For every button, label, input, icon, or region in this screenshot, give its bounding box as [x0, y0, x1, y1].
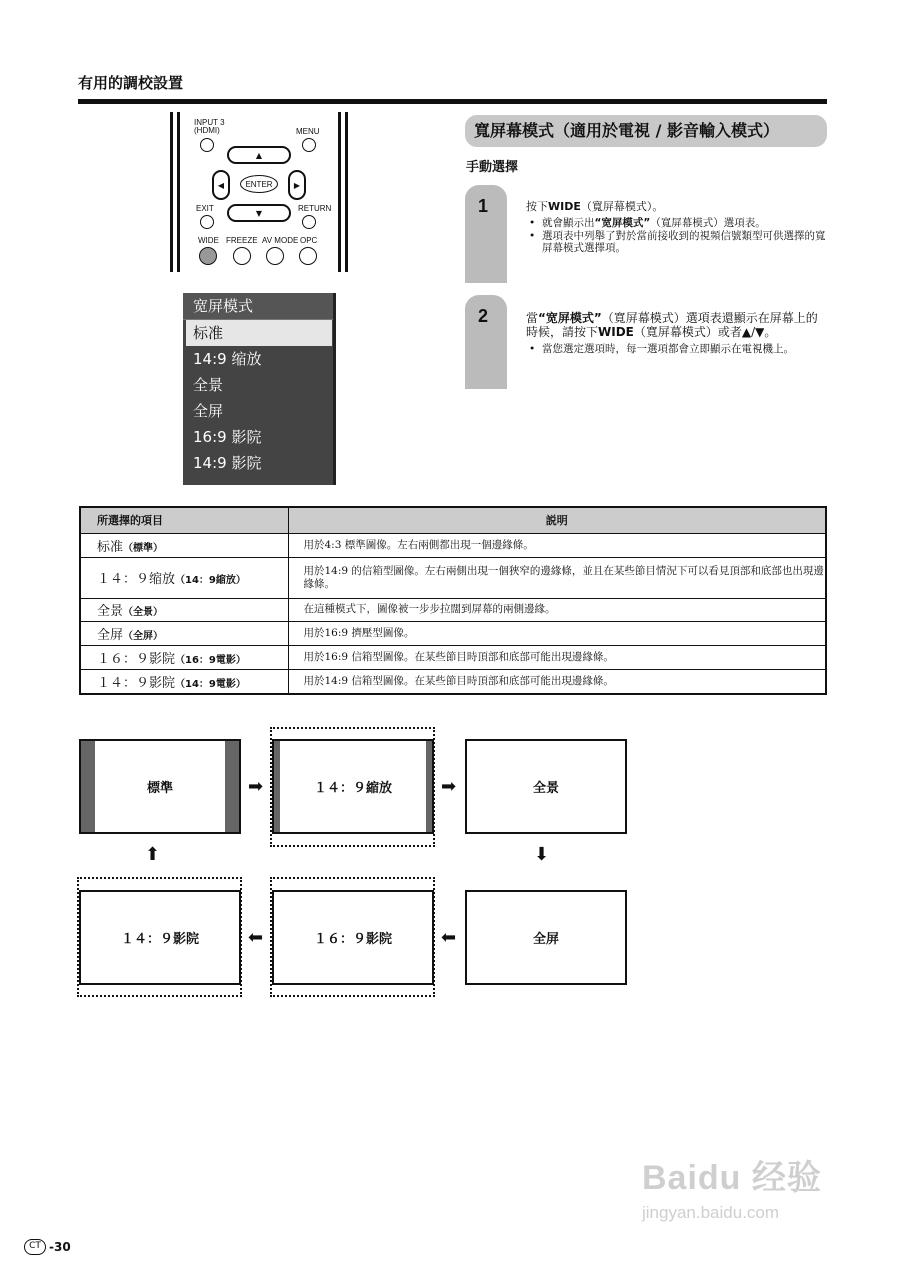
- menu-item: 14:9 影院: [193, 454, 262, 472]
- table-row: [80, 645, 826, 669]
- menu-label: MENU: [296, 127, 320, 136]
- item-label: １４：９影院: [97, 675, 176, 691]
- exit-label: EXIT: [196, 204, 214, 213]
- wide-mode-menu: [183, 293, 335, 485]
- left-arrow-icon: ◀: [217, 180, 225, 190]
- section-title: 寬屏幕模式（適用於電視 / 影音輸入模式）: [465, 115, 827, 147]
- mode-box-cinema149: [79, 890, 241, 985]
- mode-box-label: 全屏: [532, 932, 559, 947]
- table-row: [80, 533, 826, 557]
- up-arrow-icon: ▲: [255, 150, 263, 160]
- mode-box-cinema169: [272, 890, 434, 985]
- item-sublabel: （全景）: [123, 607, 164, 618]
- table-cell-desc: 用於14:9 信箱型圖像。在某些節目時頂部和底部可能出現邊緣條。: [288, 669, 826, 694]
- avmode-label: AV MODE: [262, 236, 299, 245]
- down-arrow-icon: ⬇: [534, 844, 550, 865]
- page-section-title: 有用的調校設置: [78, 74, 184, 92]
- step-2-main-b: （寬屏幕模式）選項表還顯示在屏幕上的時候，請按下: [526, 311, 818, 339]
- table-cell-item: [80, 669, 288, 694]
- right-arrow-icon: ➡: [441, 776, 457, 797]
- right-arrow-icon: ▶: [293, 180, 301, 190]
- down-arrow-button: [227, 204, 291, 222]
- mode-box-label: 全景: [532, 781, 559, 796]
- bullet: [526, 217, 828, 229]
- table-cell-desc: 用於16:9 信箱型圖像。在某些節目時頂部和底部可能出現邊緣條。: [288, 645, 826, 669]
- watermark-url: jingyan.baidu.com: [642, 1203, 780, 1222]
- menu-item: 全景: [193, 376, 224, 394]
- step-1-main-a: 按下: [526, 200, 548, 213]
- table-cell-desc: 用於14:9 的信箱型圖像。左右兩側出現一個狹窄的邊緣條，並且在某些節目情況下可以看見頂部和底部也出現邊緣條。: [288, 557, 826, 598]
- table-cell-item: [80, 598, 288, 621]
- opc-label: OPC: [300, 236, 318, 245]
- table-cell-item: [80, 645, 288, 669]
- wide-mode-key: “宽屏模式”: [538, 311, 602, 325]
- enter-button: ENTER: [240, 175, 278, 193]
- table-cell-desc: 用於16:9 擠壓型圖像。: [288, 621, 826, 645]
- wide-button: [199, 247, 217, 265]
- item-sublabel: （16：9電影）: [175, 654, 246, 666]
- left-arrow-button: [212, 170, 230, 200]
- item-label: 全景: [97, 604, 124, 619]
- remote-edge-right-inner: [338, 112, 341, 272]
- step-number: 1: [478, 196, 489, 216]
- left-arrow-icon: ⬅: [441, 927, 457, 948]
- opc-button: [299, 247, 317, 265]
- item-sublabel: （標準）: [123, 542, 164, 554]
- mode-box-label: １４：９縮放: [313, 781, 392, 796]
- side-bar: [81, 741, 95, 832]
- table-row: [80, 669, 826, 694]
- mode-box-label: 標準: [146, 781, 173, 796]
- mode-box-zoom149: [272, 739, 434, 834]
- menu-edge: [333, 293, 336, 485]
- right-arrow-icon: ➡: [248, 776, 264, 797]
- mode-box-label: １４：９影院: [120, 932, 199, 947]
- table-header: 所選擇的項目: [80, 507, 288, 533]
- return-label: RETURN: [298, 204, 332, 213]
- item-label: 全屏: [97, 627, 124, 643]
- table-row: [80, 557, 826, 598]
- bullet-text: 當您選定選項時，每一選項都會立即顯示在電視機上。: [542, 343, 794, 355]
- step-number: 2: [478, 306, 489, 326]
- remote-illustration: [170, 112, 348, 272]
- mode-table: [79, 506, 827, 695]
- step-2-text: [526, 311, 828, 356]
- freeze-button: [233, 247, 251, 265]
- menu-item: 全屏: [193, 402, 224, 420]
- menu-button: [302, 138, 316, 152]
- bullet: [526, 230, 828, 254]
- table-row: [80, 598, 826, 621]
- bullet-text: （寬屏幕模式）選項表。: [650, 217, 766, 229]
- down-arrow-icon: ▼: [255, 208, 263, 218]
- item-sublabel: （14：9電影）: [175, 678, 246, 690]
- right-arrow-button: [288, 170, 306, 200]
- table-header: 説明: [288, 507, 826, 533]
- wide-key: WIDE: [548, 200, 581, 213]
- bullet-text: 就會顯示出: [542, 217, 595, 229]
- item-label: １４：９缩放: [97, 572, 176, 587]
- avmode-button: [266, 247, 284, 265]
- table-cell-item: [80, 557, 288, 598]
- subhead: 手動選擇: [466, 160, 519, 175]
- header-rule: [78, 99, 827, 104]
- table-cell-desc: 在這種模式下，圖像被一步步拉闊到屏幕的兩側邊緣。: [288, 598, 826, 621]
- table-cell-item: [80, 621, 288, 645]
- ct-badge: CT: [24, 1239, 46, 1255]
- item-sublabel: （全屏）: [123, 630, 164, 642]
- bullet-text: 選項表中列舉了對於當前接收到的視頻信號類型可供選擇的寬屏幕模式選擇項。: [542, 230, 826, 254]
- up-arrow-icon: ⬆: [145, 844, 161, 865]
- wide-key: WIDE: [598, 325, 634, 339]
- return-button: [302, 215, 316, 229]
- menu-item: 14:9 缩放: [193, 350, 262, 368]
- wide-label: WIDE: [198, 236, 219, 245]
- up-arrow-button: [227, 146, 291, 164]
- step-1-main-b: （寬屏幕模式）。: [580, 200, 664, 213]
- menu-title: 宽屏模式: [183, 293, 335, 320]
- page-number: [24, 1239, 71, 1255]
- mode-box-label: １６：９影院: [313, 932, 392, 947]
- mode-box-panorama: [465, 739, 627, 834]
- exit-button: [200, 215, 214, 229]
- side-bar: [426, 741, 432, 832]
- menu-item: 标准: [186, 320, 332, 346]
- step-1-text: [526, 200, 828, 255]
- remote-edge-left-inner: [177, 112, 180, 272]
- menu-item: 16:9 影院: [193, 428, 262, 446]
- mode-box-normal: [79, 739, 241, 834]
- side-bar: [274, 741, 280, 832]
- side-bar: [225, 741, 239, 832]
- table-cell-desc: 用於4:3 標準圖像。左右兩側都出現一個邊緣條。: [288, 533, 826, 557]
- table-cell-item: [80, 533, 288, 557]
- watermark: [642, 1150, 852, 1223]
- bullet-key: “宽屏模式”: [594, 217, 651, 229]
- remote-edge-left: [170, 112, 173, 272]
- mode-box-full: [465, 890, 627, 985]
- watermark-logo: Baidu 经验: [642, 1159, 822, 1197]
- bullet: [526, 343, 828, 355]
- input3-button: [200, 138, 214, 152]
- item-label: 标准: [97, 539, 124, 555]
- input3-label: INPUT 3 (HDMI): [194, 118, 225, 135]
- step-2-main-a: 當: [526, 311, 539, 325]
- freeze-label: FREEZE: [226, 236, 258, 245]
- item-label: １６：９影院: [97, 651, 176, 667]
- remote-edge-right: [345, 112, 348, 272]
- table-row: [80, 621, 826, 645]
- step-2-main-c: （寬屏幕模式）或者▲/▼。: [633, 325, 777, 339]
- left-arrow-icon: ⬅: [248, 927, 264, 948]
- page-number-text: -30: [49, 1240, 71, 1254]
- item-sublabel: （14：9縮放）: [175, 575, 246, 586]
